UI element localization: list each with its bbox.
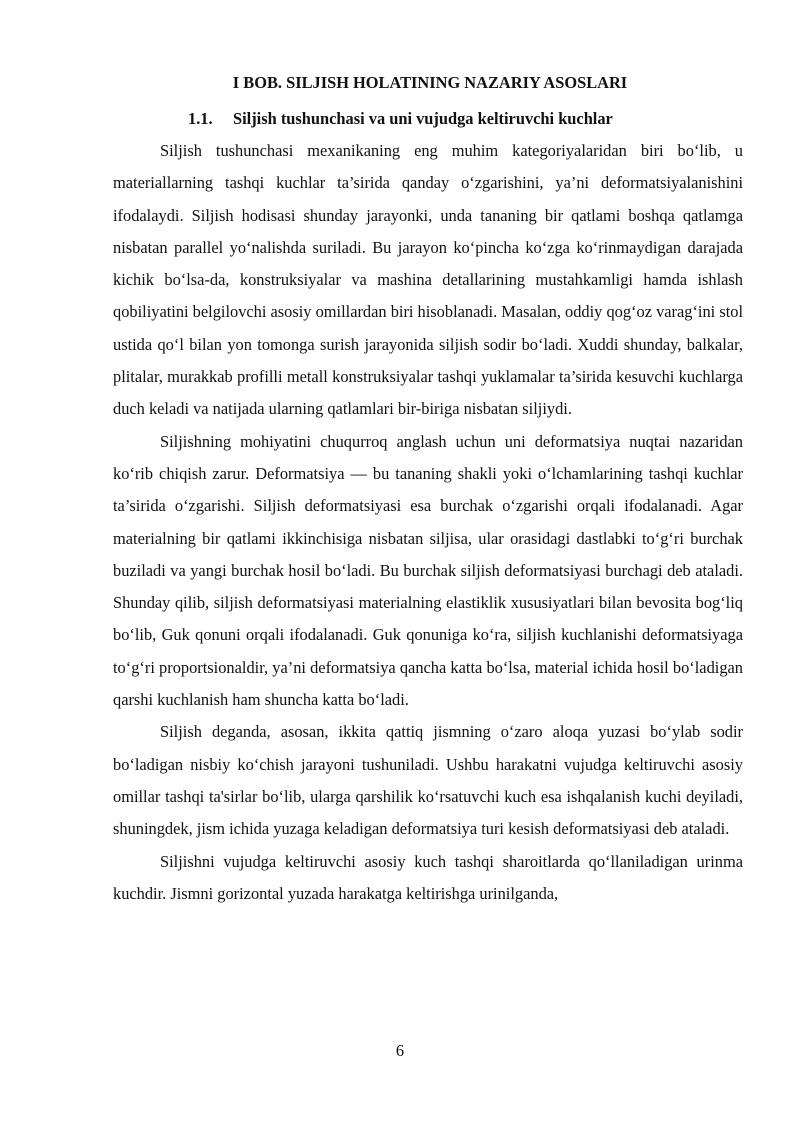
section-heading bbox=[113, 108, 743, 130]
paragraph-1: Siljish tushunchasi mexanikaning eng muhim kategoriyalaridan biri bo‘lib, u materiallarning tashqi kuchlar ta’sirida qanday o‘zgarishini, ya’ni deformatsiyalanishini ifodalaydi. Siljish hodisasi shunday jarayonki, unda tananing bir qatlami boshqa qatlamga nisbatan parallel yo‘nalishda suriladi. Bu jarayon ko‘pincha ko‘zga ko‘rinmaydigan darajada kichik bo‘lsa-da, konstruksiyalar va mashina detallarining mustahkamligi hamda ishlash qobiliyatini belgilovchi asosiy omillardan biri hisoblanadi. Masalan, oddiy qog‘oz varag‘ini stol ustida qo‘l bilan yon tomonga surish jarayonida siljish sodir bo‘ladi. Xuddi shunday, balkalar, plitalar, murakkab profilli metall konstruksiyalar tashqi yuklamalar ta’sirida kesuvchi kuchlarga duch keladi va natijada ularning qatlamlari bir-biriga nisbatan siljiydi. bbox=[113, 141, 744, 419]
section-number: 1.1. bbox=[188, 109, 213, 128]
chapter-title: I BOB. SILJISH HOLATINING NAZARIY ASOSLARI bbox=[232, 73, 628, 92]
section-title: Siljish tushunchasi va uni vujudga keltiruvchi kuchlar bbox=[233, 109, 613, 128]
paragraph-4: Siljishni vujudga keltiruvchi asosiy kuch tashqi sharoitlarda qo‘llaniladigan urinma kuchdir. Jismni gorizontal yuzada harakatga keltirishga urinilganda, bbox=[113, 851, 743, 903]
page-number: 6 bbox=[395, 1041, 405, 1060]
document-page bbox=[113, 72, 743, 1072]
paragraph-3: Siljish deganda, asosan, ikkita qattiq jismning o‘zaro aloqa yuzasi bo‘ylab sodir bo‘ladigan nisbiy ko‘chish jarayoni tushuniladi. Ushbu harakatni vujudga keltiruvchi asosiy omillar tashqi ta'sirlar bo‘lib, ularga qarshilik ko‘rsatuvchi kuch esa ishqalanish kuchi deyiladi, shuningdek, jism ichida yuzaga keladigan deformatsiya turi kesish deformatsiyasi deb ataladi. bbox=[113, 722, 743, 839]
paragraph-2: Siljishning mohiyatini chuqurroq anglash uchun uni deformatsiya nuqtai nazaridan ko‘rib chiqish zarur. Deformatsiya — bu tananing shakli yoki o‘lchamlarining tashqi kuchlar ta’sirida o‘zgarishi. Siljish deformatsiyasi esa burchak o‘zgarishi orqali ifodalanadi. Agar materialning bir qatlami ikkinchisiga nisbatan siljisa, ular orasidagi dastlabki to‘g‘ri burchak buziladi va yangi burchak hosil bo‘ladi. Bu burchak siljish deformatsiyasi burchagi deb ataladi. Shunday qilib, siljish deformatsiyasi materialning elastiklik xususiyatlari bilan bevosita bog‘liq bo‘lib, Guk qonuni orqali ifodalanadi. Guk qonuniga ko‘ra, siljish kuchlanishi deformatsiyaga to‘g‘ri proportsionaldir, ya’ni deformatsiya qancha katta bo‘lsa, material ichida hosil bo‘ladigan qarshi kuchlanish ham shuncha katta bo‘ladi. bbox=[113, 431, 743, 710]
